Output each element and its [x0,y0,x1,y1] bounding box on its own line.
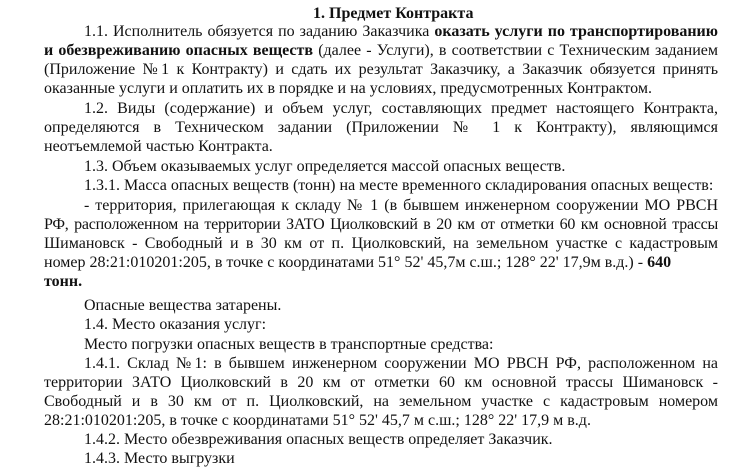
clause-1-2-line-2: определяются в Техническом задании (Приложении № 1 к Контракту), являющимся [44,119,718,136]
clause-1-1-subject-bold-cont: и обезвреживанию опасных веществ [44,42,314,59]
clause-1-4: 1.4. Место оказания услуг: [84,316,267,333]
territory-line-4 [44,253,671,273]
clause-1-4-1-line-3: Свободный и в 30 км от п. Циолковский, на земельном участке с кадастровым номером [44,393,718,410]
mass-value: 640 [647,254,672,271]
clause-1-3: 1.3. Объем оказываемых услуг определяется массой опасных веществ. [84,158,566,175]
clause-1-1-rest: (далее - Услуги), в соответствии с Техническим заданием [313,42,719,59]
section-heading: 1. Предмет Контракта [313,5,474,22]
clause-1-4-1-line-4: 28:21:010201:205, в точке с координатами 51° 52' 45,7 м с.ш.; 128° 22' 17,9 м в.д. [44,412,591,429]
clause-1-4-1-line-1: 1.4.1. Склад №1: в бывшем инженерном сооружении МО РВСН РФ, расположенном на [84,355,718,372]
loading-place-title: Место погрузки опасных веществ в транспортные средства: [84,336,494,353]
clause-1-1-subject-bold: оказать услуги по транспортированию [434,23,718,40]
territory-line-2: РФ, расположенном на территории ЗАТО Циолковский в 20 км от отметки 60 км основной трассы [44,216,718,233]
clause-1-1-line-4: оказанные услуги и оплатить их в порядке и на условиях, предусмотренных Контрактом. [44,80,652,97]
clause-1-2-line-1: 1.2. Виды (содержание) и объем услуг, составляющих предмет настоящего Контракта, [84,100,718,117]
territory-line-1: - территория, прилегающая к складу № 1 (в бывшем инженерном сооружении МО РВСН [84,197,718,214]
clause-1-1-line-2 [44,41,718,61]
clause-1-1-intro: 1.1. Исполнитель обязуется по заданию Заказчика [84,23,435,40]
mass-unit: тонн. [44,273,83,290]
clause-1-4-2: 1.4.2. Место обезвреживания опасных веществ определяет Заказчик. [84,431,553,448]
clause-1-1-line-3: (Приложение №1 к Контракту) и сдать их результат Заказчику, а Заказчик обязуется принять [44,61,718,78]
clause-1-4-1-line-2: территории ЗАТО Циолковский в 20 км от отметки 60 км основной трассы Шимановск - [44,374,718,391]
territory-line-3: Шимановск - Свободный и в 30 км от п. Циолковский, на земельном участке с кадастровым [44,235,718,252]
clause-1-3-1: 1.3.1. Масса опасных веществ (тонн) на месте временного складирования опасных веществ: [84,177,714,194]
substances-packed: Опасные вещества затарены. [84,297,282,314]
clause-1-4-3-partial: 1.4.3. Место выгрузки [84,450,235,467]
clause-1-2-line-3: неотъемлемой частью Контракта. [44,138,273,155]
territory-coordinates: номер 28:21:010201:205, в точке с координатами 51° 52' 45,7м с.ш.; 128° 22' 17,9м в.д.) - [44,254,644,271]
clause-1-1-line-1 [84,22,718,42]
